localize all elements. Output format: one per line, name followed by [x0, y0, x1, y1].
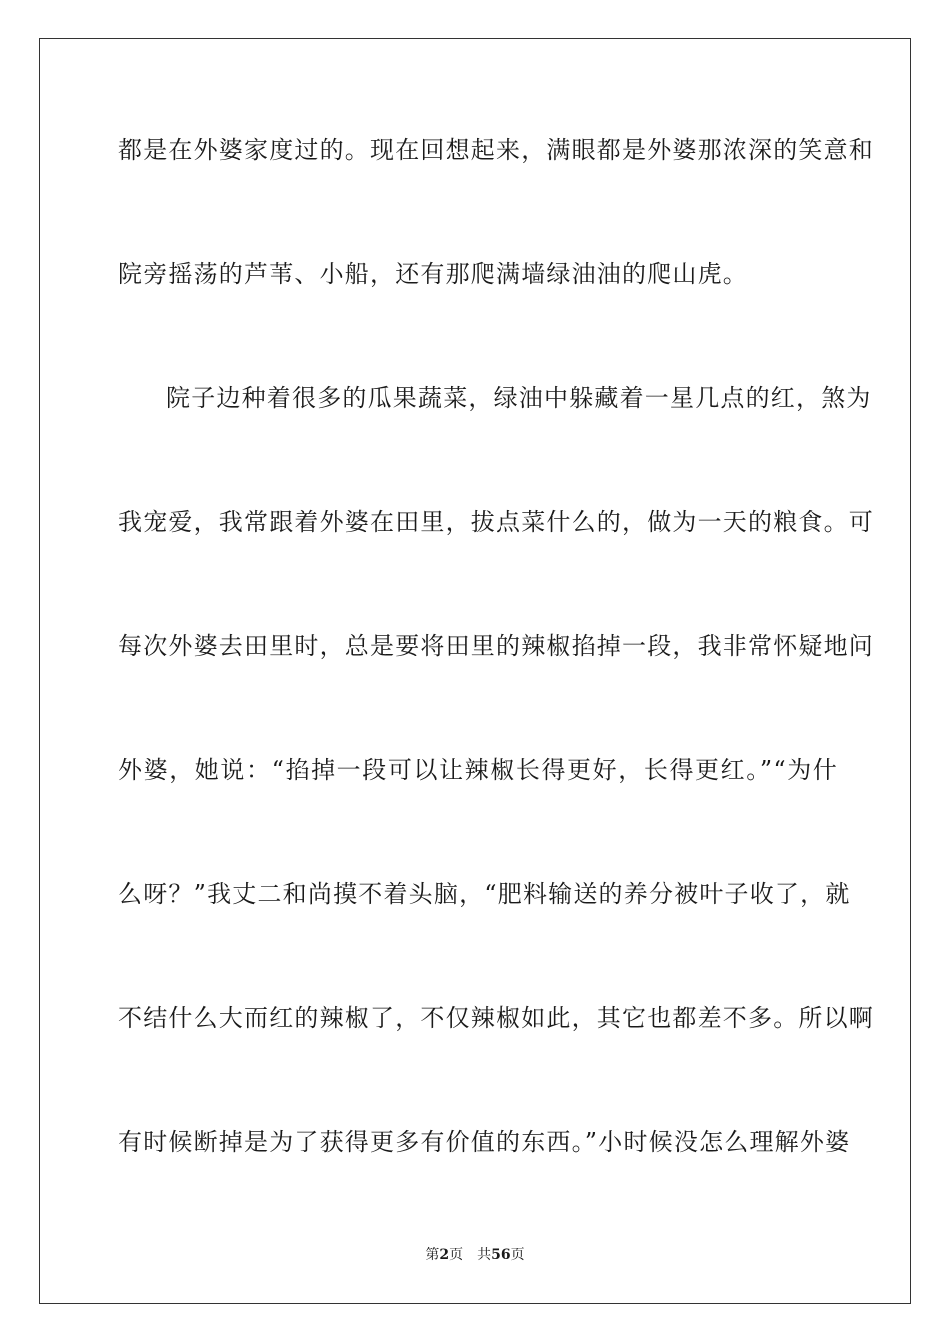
- total-suffix: 页: [510, 1247, 525, 1263]
- text-line-7: 么呀？”我丈二和尚摸不着头脑，“肥料输送的养分被叶子收了，就: [118, 880, 851, 908]
- page-prefix: 第: [425, 1247, 440, 1263]
- text-line-1: 都是在外婆家度过的。现在回想起来，满眼都是外婆那浓深的笑意和: [118, 136, 874, 164]
- page-number: 2: [439, 1247, 450, 1263]
- text-line-6: 外婆，她说：“掐掉一段可以让辣椒长得更好，长得更红。”“为什: [118, 756, 838, 784]
- total-pages: 56: [491, 1247, 511, 1263]
- total-prefix: 共: [477, 1247, 492, 1263]
- text-line-4: 我宠爱，我常跟着外婆在田里，拔点菜什么的，做为一天的粮食。可: [118, 508, 874, 536]
- text-line-8: 不结什么大而红的辣椒了，不仅辣椒如此，其它也都差不多。所以啊: [118, 1004, 874, 1032]
- text-line-5: 每次外婆去田里时，总是要将田里的辣椒掐掉一段，我非常怀疑地问: [118, 632, 874, 660]
- page-border: [39, 38, 911, 1304]
- page-suffix: 页: [449, 1247, 464, 1263]
- text-line-2: 院旁摇荡的芦苇、小船，还有那爬满墙绿油油的爬山虎。: [118, 260, 748, 288]
- page-footer: [0, 1246, 950, 1264]
- text-line-9: 有时候断掉是为了获得更多有价值的东西。”小时候没怎么理解外婆: [118, 1128, 851, 1156]
- text-line-3: 院子边种着很多的瓜果蔬菜，绿油中躲藏着一星几点的红，煞为: [166, 384, 872, 412]
